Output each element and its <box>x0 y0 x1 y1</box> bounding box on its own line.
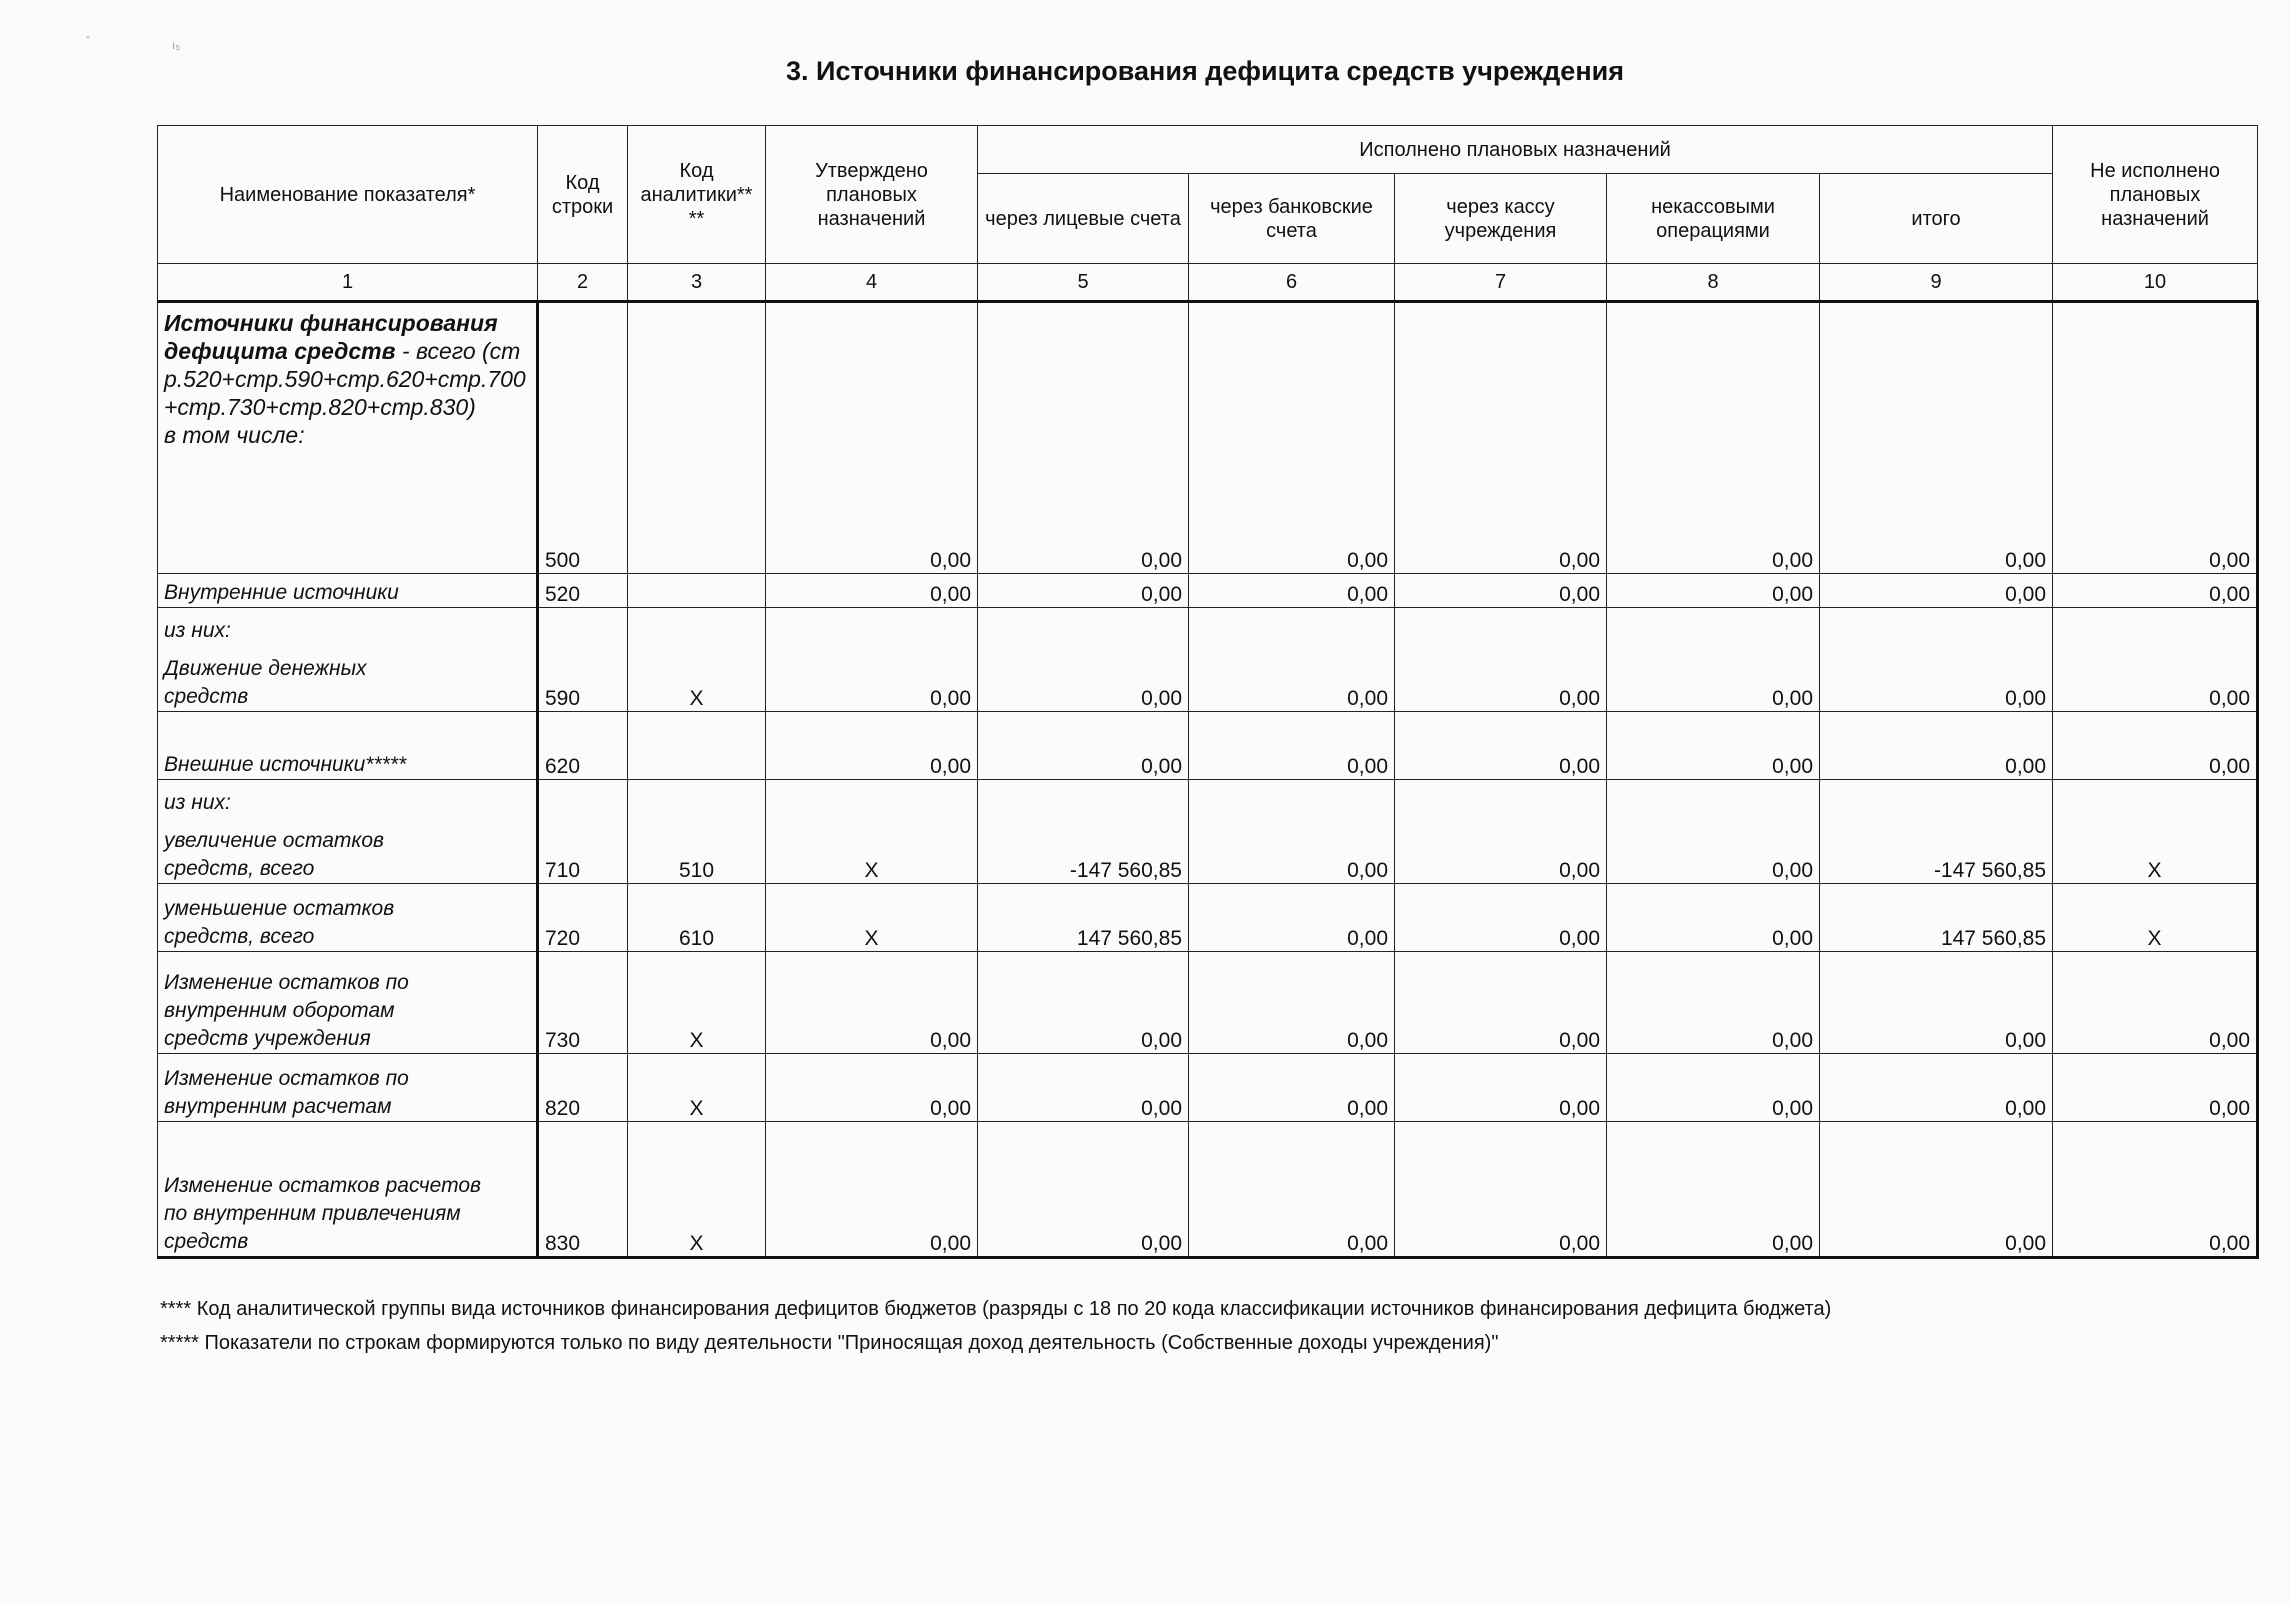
row-code: 830 <box>538 1122 628 1258</box>
row-value: 0,00 <box>1820 712 2053 780</box>
row-name-text: увеличение остатков средств, всего <box>164 829 384 880</box>
row-code: 710 <box>538 780 628 884</box>
row-value: -147 560,85 <box>1820 780 2053 884</box>
header-non-cash: некассовыми операциями <box>1607 174 1820 264</box>
row-name-text: Изменение остатков по внутренним оборотам средств учреждения <box>164 971 409 1050</box>
row-analytics: X <box>628 608 766 712</box>
row-value: 0,00 <box>1607 302 1820 574</box>
table-row <box>158 1054 2258 1122</box>
row-value: 0,00 <box>1189 608 1395 712</box>
row-code: 500 <box>538 302 628 574</box>
scan-mark: ˇ <box>86 34 90 48</box>
row-code: 820 <box>538 1054 628 1122</box>
row-value: 0,00 <box>1395 302 1607 574</box>
row-value: 0,00 <box>1395 952 1607 1054</box>
row-value: 0,00 <box>2053 1054 2258 1122</box>
footnote-analytics: **** Код аналитической группы вида источников финансирования дефицитов бюджетов (разряды с 18 по 20 кода классификации источников финансирования дефицита бюджета) <box>160 1298 1832 1320</box>
table-row <box>158 574 2258 608</box>
col-number: 3 <box>628 264 766 302</box>
row-value: 0,00 <box>1189 574 1395 608</box>
row-value: 0,00 <box>1820 1054 2053 1122</box>
row-value: 0,00 <box>2053 952 2258 1054</box>
row-value: 0,00 <box>1820 952 2053 1054</box>
row-value: -147 560,85 <box>978 780 1189 884</box>
footnote-external-sources: ***** Показатели по строкам формируются только по виду деятельности "Приносящая доход деятельность (Собственные доходы учреждения)" <box>160 1332 1499 1354</box>
row-name: Внешние источники***** <box>158 712 538 780</box>
row-value: 0,00 <box>1395 712 1607 780</box>
col-number: 7 <box>1395 264 1607 302</box>
row-analytics: X <box>628 1054 766 1122</box>
row-value: 0,00 <box>1395 574 1607 608</box>
row-code: 730 <box>538 952 628 1054</box>
row-value: 0,00 <box>2053 302 2258 574</box>
header-approved: Утверждено плановых назначений <box>766 126 978 264</box>
col-number: 2 <box>538 264 628 302</box>
row-value: 0,00 <box>1395 1054 1607 1122</box>
row-name <box>158 1054 538 1122</box>
row-code: 590 <box>538 608 628 712</box>
table-row <box>158 952 2258 1054</box>
row-value: 0,00 <box>978 952 1189 1054</box>
row-approved: 0,00 <box>766 712 978 780</box>
row-analytics: 510 <box>628 780 766 884</box>
header-via-bank: через банковские счета <box>1189 174 1395 264</box>
table-row <box>158 712 2258 780</box>
row-code: 620 <box>538 712 628 780</box>
page-title: 3. Источники финансирования дефицита средств учреждения <box>786 56 1624 86</box>
row-approved: X <box>766 780 978 884</box>
table-row <box>158 608 2258 712</box>
row-value: X <box>2053 780 2258 884</box>
row-approved: 0,00 <box>766 1122 978 1258</box>
row-value: 0,00 <box>1820 574 2053 608</box>
row-value: 0,00 <box>1820 302 2053 574</box>
row-value: 0,00 <box>1395 884 1607 952</box>
row-value: 0,00 <box>1607 1122 1820 1258</box>
row-value: 0,00 <box>1607 712 1820 780</box>
row-value: 0,00 <box>978 302 1189 574</box>
row-value: 0,00 <box>1607 1054 1820 1122</box>
row-analytics <box>628 712 766 780</box>
row-value: X <box>2053 884 2258 952</box>
col-number: 9 <box>1820 264 2053 302</box>
row-approved: 0,00 <box>766 302 978 574</box>
row-analytics: 610 <box>628 884 766 952</box>
row-name-bold: Источники финансирования дефицита средств <box>164 310 498 364</box>
row-value: 0,00 <box>1607 884 1820 952</box>
row-name-text: Движение денежных средств <box>164 657 367 708</box>
row-value: 0,00 <box>1189 712 1395 780</box>
row-name <box>158 884 538 952</box>
row-name-text: уменьшение остатков средств, всего <box>164 897 395 948</box>
row-value: 0,00 <box>1607 952 1820 1054</box>
row-value: 0,00 <box>2053 712 2258 780</box>
row-value: 0,00 <box>978 608 1189 712</box>
report-table <box>157 125 2259 1259</box>
row-value: 0,00 <box>1607 574 1820 608</box>
col-number: 6 <box>1189 264 1395 302</box>
row-analytics: X <box>628 1122 766 1258</box>
row-value: 0,00 <box>978 574 1189 608</box>
row-name <box>158 780 538 884</box>
col-number: 5 <box>978 264 1189 302</box>
row-approved: 0,00 <box>766 1054 978 1122</box>
row-name <box>158 952 538 1054</box>
row-value: 0,00 <box>978 1122 1189 1258</box>
row-value: 0,00 <box>2053 608 2258 712</box>
col-number: 4 <box>766 264 978 302</box>
row-value: 0,00 <box>1607 608 1820 712</box>
row-value: 0,00 <box>1820 1122 2053 1258</box>
row-value: 0,00 <box>2053 1122 2258 1258</box>
header-analytics: Код аналитики** ** <box>628 126 766 264</box>
header-not-executed: Не исполнено плановых назначений <box>2053 126 2258 264</box>
table-row <box>158 302 2258 574</box>
row-value: 0,00 <box>1395 1122 1607 1258</box>
row-approved: X <box>766 884 978 952</box>
row-name <box>158 1122 538 1258</box>
row-value: 0,00 <box>1395 780 1607 884</box>
row-analytics <box>628 574 766 608</box>
header-via-cash: через кассу учреждения <box>1395 174 1607 264</box>
row-name <box>158 608 538 712</box>
row-value: 0,00 <box>1189 780 1395 884</box>
row-analytics: X <box>628 952 766 1054</box>
row-name-tail: в том числе: <box>164 422 305 448</box>
row-value: 0,00 <box>1607 780 1820 884</box>
header-name: Наименование показателя* <box>158 126 538 264</box>
row-value: 0,00 <box>978 712 1189 780</box>
row-value: 0,00 <box>978 1054 1189 1122</box>
header-via-accounts: через лицевые счета <box>978 174 1189 264</box>
table-row <box>158 884 2258 952</box>
row-approved: 0,00 <box>766 952 978 1054</box>
row-value: 0,00 <box>1395 608 1607 712</box>
col-number: 10 <box>2053 264 2258 302</box>
row-name: Внутренние источники <box>158 574 538 608</box>
row-approved: 0,00 <box>766 608 978 712</box>
row-prefix: из них: <box>164 791 231 814</box>
col-number: 8 <box>1607 264 1820 302</box>
row-value: 0,00 <box>1189 884 1395 952</box>
table-row <box>158 1122 2258 1258</box>
row-name <box>158 302 538 574</box>
row-value: 0,00 <box>1189 1122 1395 1258</box>
header-total: итого <box>1820 174 2053 264</box>
row-value: 0,00 <box>1189 302 1395 574</box>
header-code: Код строки <box>538 126 628 264</box>
row-name-rest: - всего (стр.520+стр.590+стр.620+стр.700+стр.730+стр.820+стр.830) <box>164 338 526 420</box>
row-value: 147 560,85 <box>978 884 1189 952</box>
footnotes <box>160 1292 1831 1360</box>
col-number: 1 <box>158 264 538 302</box>
row-code: 720 <box>538 884 628 952</box>
row-value: 0,00 <box>1189 1054 1395 1122</box>
header-executed-group: Исполнено плановых назначений <box>978 126 2053 174</box>
row-code: 520 <box>538 574 628 608</box>
table-row <box>158 780 2258 884</box>
row-value: 0,00 <box>1820 608 2053 712</box>
scan-mark: ı₅ <box>172 38 181 52</box>
row-analytics <box>628 302 766 574</box>
row-name-text: Изменение остатков расчетов по внутренним привлечениям средств <box>164 1174 481 1253</box>
row-name-text: Изменение остатков по внутренним расчетам <box>164 1067 409 1118</box>
row-prefix: из них: <box>164 619 231 642</box>
row-value: 0,00 <box>1189 952 1395 1054</box>
row-approved: 0,00 <box>766 574 978 608</box>
row-value: 0,00 <box>2053 574 2258 608</box>
row-value: 147 560,85 <box>1820 884 2053 952</box>
